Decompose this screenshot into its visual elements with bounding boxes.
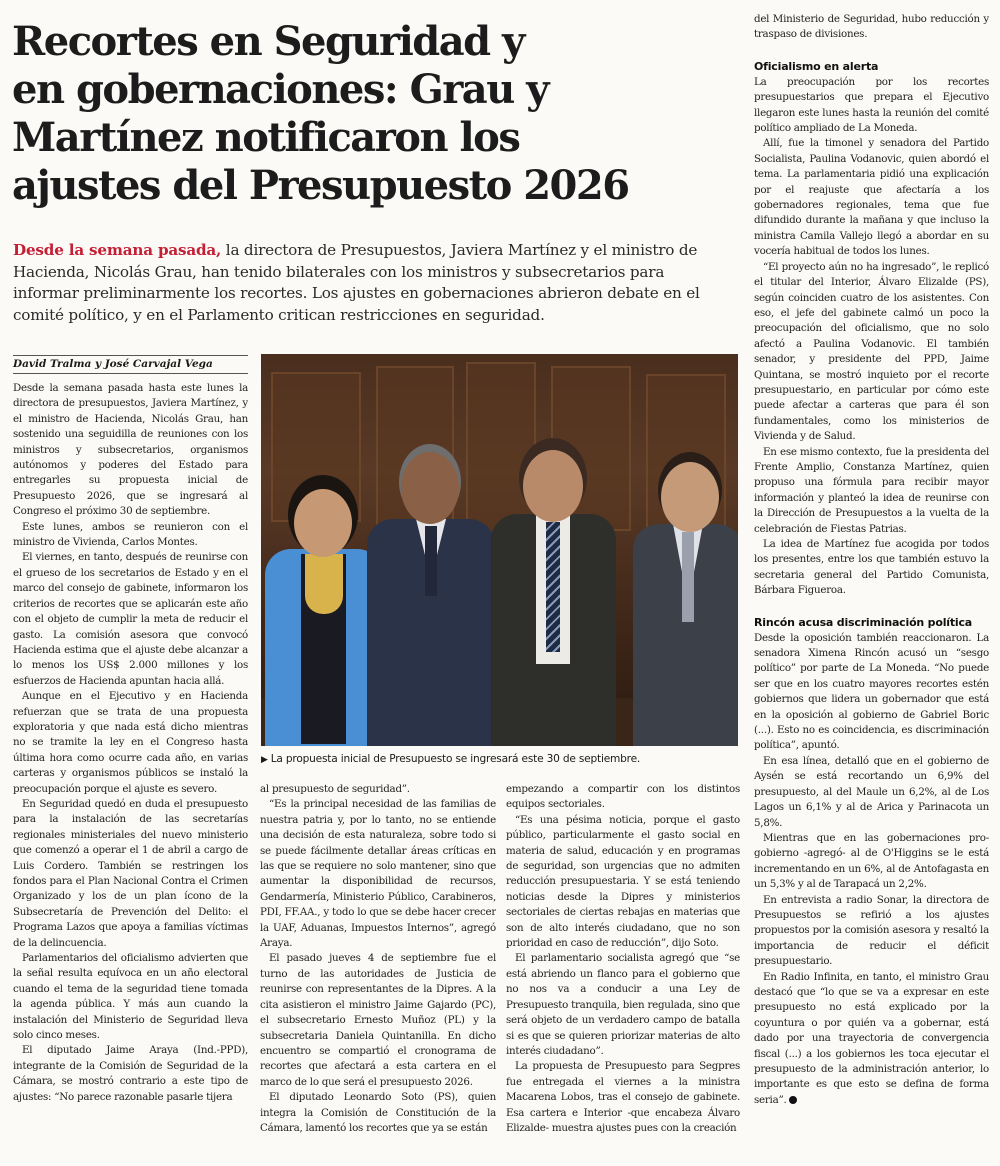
body-paragraph: “Es la principal necesidad de las familias de nuestra patria y, por lo tanto, no se entiende una decisión de esta naturaleza, sobre todo si se puede fácilmente detallar áreas críticas en las que se requiere no solo mantener, sino que aumentar la disponibilidad de recursos, Gendarmería, Ministerio Público, Carabineros, PDI, FF.AA., y todo lo que se debe hacer crecer la UAF, Aduanas, Impuestos Internos”, agregó Araya.	[260, 798, 496, 950]
headline-line: Martínez notificaron los	[12, 114, 520, 161]
body-paragraph: En entrevista a radio Sonar, la directora de Presupuestos se refirió a los ajustes propuestos por la comisión asesora y resaltó la importancia de reducir el déficit presupuestario.	[754, 893, 989, 968]
body-paragraph: al presupuesto de seguridad”.	[260, 783, 410, 795]
body-paragraph: Parlamentarios del oficialismo advierten que la señal resulta equívoca en un año electoral cuando el tema de la seguridad tiene tomada la agenda pública. Y más aun cuando la instalación del Ministerio de Seguridad lleva solo cinco meses.	[13, 952, 248, 1042]
wood-panel	[466, 362, 536, 537]
article-photo	[261, 354, 738, 746]
body-paragraph: La propuesta de Presupuesto para Segpres fue entregada el viernes a la ministra Macarena Lobos, tras el consejo de gabinete. Esa cartera e Interior -que encabeza Álvaro Elizalde- muestra ajustes pues con la creación	[506, 1060, 740, 1134]
body-paragraph: “Es una pésima noticia, porque el gasto público, particularmente el gasto social en materia de salud, educación y en programas de seguridad, son urgencias que no admiten reducción presupuestaria. Y se está teniendo noticias desde la Dipres y ministerios sectoriales de ciertas rebajas en materias que son de alto interés ciudadano, que no son prioridad en caso de reducción”, dijo Soto.	[506, 813, 740, 950]
end-mark-icon	[789, 1096, 797, 1104]
lead-accent: Desde la semana pasada,	[13, 241, 222, 259]
spacer	[754, 599, 989, 613]
caption-triangle-icon: ▶	[261, 755, 268, 765]
body-paragraph: La preocupación por los recortes presupuestarios que prepara el Ejecutivo llegaron este lunes hasta la reunión del comité político ampliado de La Moneda.	[754, 75, 989, 135]
subheading-rincon: Rincón acusa discriminación política	[754, 615, 973, 629]
body-paragraph: La idea de Martínez fue acogida por todos los presentes, entre los que también estuvo la secretaria general del Partido Comunista, Bárbara Figueroa.	[754, 538, 989, 597]
byline-rule-bottom	[13, 373, 248, 374]
body-paragraph: El diputado Jaime Araya (Ind.-PPD), integrante de la Comisión de Seguridad de la Cámara, se mostró contrario a este tipo de ajustes: “No parece razonable pasarle tijera	[13, 1044, 248, 1103]
body-paragraph: del Ministerio de Seguridad, hubo reducción y traspaso de divisiones.	[754, 13, 989, 41]
headline-line: Recortes en Seguridad y	[12, 18, 524, 65]
byline: David Tralma y José Carvajal Vega	[13, 358, 213, 370]
closing-paragraph-text: En Radio Infinita, en tanto, el ministro Grau destacó que “lo que se va a expresar en este presupuesto no está explicado por la coyuntura o por quién va a gobernar, está dado por una trayectoria de convergencia fiscal (...) a los gobiernos les toca ejecutar el presupuesto de la administración anterior, lo importante es que esto se defina de forma seria”.	[754, 970, 989, 1106]
headline-line: en gobernaciones: Grau y	[12, 66, 548, 113]
body-paragraph: El parlamentario socialista agregó que “se está abriendo un flanco para el gobierno que no nos va a conducir a una Ley de Presupuesto tranquila, bien regulada, sino que será objeto de un verdadero campo de batalla si es que se quieren priorizar materias de alto interés ciudadano”.	[506, 952, 740, 1057]
headline	[12, 18, 732, 210]
body-column-4	[754, 12, 989, 1162]
photo-caption-text: La propuesta inicial de Presupuesto se ingresará este 30 de septiembre.	[270, 753, 641, 765]
body-column-3	[506, 782, 740, 1162]
body-paragraph: Aunque en el Ejecutivo y en Hacienda refuerzan que se trata de una propuesta exploratoria y que nada está dicho mientras no se tramite la ley en el Congreso hasta última hora como ocurre cada año, en varias carteras y organismos públicos se instaló la preocupación porque el ajuste es severo.	[13, 690, 248, 795]
lead-paragraph	[13, 240, 733, 326]
body-paragraph: Mientras que en las gobernaciones pro-gobierno -agregó- al de O'Higgins se le está incrementando en un 6%, al de Antofagasta en un 5,3% y al de Tarapacá un 2,2%.	[754, 831, 989, 891]
body-paragraph: En Seguridad quedó en duda el presupuesto para la instalación de las secretarías regionales ministeriales del nuevo ministerio que comenzó a operar el 1 de abril a cargo de Luis Cordero. También se restringen los fondos para el Plan Nacional Contra el Crimen Organizado y los de un plan ícono de la Subsecretaría de Prevención del Delito: el Programa Lazos que apoya a familias víctimas de la delincuencia.	[13, 797, 248, 949]
body-paragraph: Desde la semana pasada hasta este lunes la directora de presupuestos, Javiera Martínez, y el ministro de Hacienda, Nicolás Grau, han sostenido una seguidilla de reuniones con los ministros y subsecretarios, organismos autónomos y poderes del Estado para entregarles su propuesta inicial de Presupuesto 2026, que se ingresará al Congreso el próximo 30 de septiembre.	[13, 382, 248, 518]
body-paragraph: empezando a compartir con los distintos equipos sectoriales.	[506, 783, 740, 811]
body-paragraph: El viernes, en tanto, después de reunirse con el grueso de los secretarios de Estado y en el marco del consejo de gabinete, informaron los criterios de recortes que se aplicarán este año con el objeto de cumplir la meta de reducir el gasto. La comisión asesora que convocó Hacienda estima que el ajuste debe alcanzar a lo menos los US$ 2.000 millones y los esfuerzos de Hacienda apuntan hacia allá.	[13, 551, 248, 687]
body-paragraph: En ese mismo contexto, fue la presidenta del Frente Amplio, Constanza Martínez, quien propuso una fórmula para recibir mayor información y planteó la idea de reunirse con la Dirección de Presupuestos a la vuelta de la celebración de Fiestas Patrias.	[754, 445, 989, 535]
body-paragraph: El diputado Leonardo Soto (PS), quien integra la Comisión de Constitución de la Cámara, lamentó los recortes que ya se están	[260, 1091, 496, 1134]
byline-rule-top	[13, 355, 248, 356]
photo-caption	[261, 753, 738, 765]
body-paragraph: Allí, fue la timonel y senadora del Partido Socialista, Paulina Vodanovic, quien abordó el tema. La parlamentaria pidió una explicación por el reajuste que afectaría a los gobernadores regionales, tema que fue difundido durante la mañana y que incluso la ministra Camila Vallejo llegó a abordar en su vocería habitual de todos los lunes.	[754, 137, 989, 258]
body-column-1	[13, 381, 248, 1161]
body-paragraph: Desde la oposición también reaccionaron. La senadora Ximena Rincón acusó un “sesgo político” por parte de La Moneda. “No puede ser que en los cuatro mayores recortes estén gobiernos que lidera un gobernador que está en la oposición al gobierno de Gabriel Boric (...). Esto no es coincidencia, es discriminación política”, apuntó.	[754, 631, 989, 752]
body-paragraph: El pasado jueves 4 de septiembre fue el turno de las autoridades de Justicia de reunirse con representantes de la Dipres. A la cita asistieron el ministro Jaime Gajardo (PC), el subsecretario Ernesto Muñoz (PL) y la subsecretaria Daniela Quintanilla. En dicho encuentro se compartió el cronograma de recortes que afectará a esta cartera en el marco de lo que será el presupuesto 2026.	[260, 952, 496, 1088]
body-column-2	[260, 782, 496, 1162]
body-paragraph: “El proyecto aún no ha ingresado”, le replicó el titular del Interior, Álvaro Elizalde (PS), según coinciden cuatro de los asistentes. Con eso, el jefe del gabinete calmó un poco la preocupación del oficialismo, que no solo afectó a Paulina Vodanovic. El también senador, y presidente del PPD, Jaime Quintana, se mostró inquieto por el recorte presupuestario, en particular por cómo este puede afectar a carteras que para él son fundamentales, como los ministerios de Vivienda y de Salud.	[754, 260, 989, 443]
body-paragraph	[754, 970, 989, 1109]
spacer	[754, 43, 989, 57]
subheading-oficialismo: Oficialismo en alerta	[754, 59, 879, 73]
lead-text: la directora de Presupuestos, Javiera Martínez y el ministro de Hacienda, Nicolás Grau, han tenido bilaterales con los ministros y subsecretarios para informar preliminarmente los recortes. Los ajustes en gobernaciones abrieron debate en el comité político, y en el Parlamento critican restricciones en seguridad.	[13, 241, 700, 324]
headline-line: ajustes del Presupuesto 2026	[12, 162, 629, 209]
body-paragraph: En esa línea, detalló que en el gobierno de Aysén se está recortando un 6,9% del presupuesto, al del Maule un 6,2%, al de Los Lagos un 6,1% y al de Arica y Parinacota un 5,8%.	[754, 754, 989, 829]
body-paragraph: Este lunes, ambos se reunieron con el ministro de Vivienda, Carlos Montes.	[13, 520, 248, 549]
